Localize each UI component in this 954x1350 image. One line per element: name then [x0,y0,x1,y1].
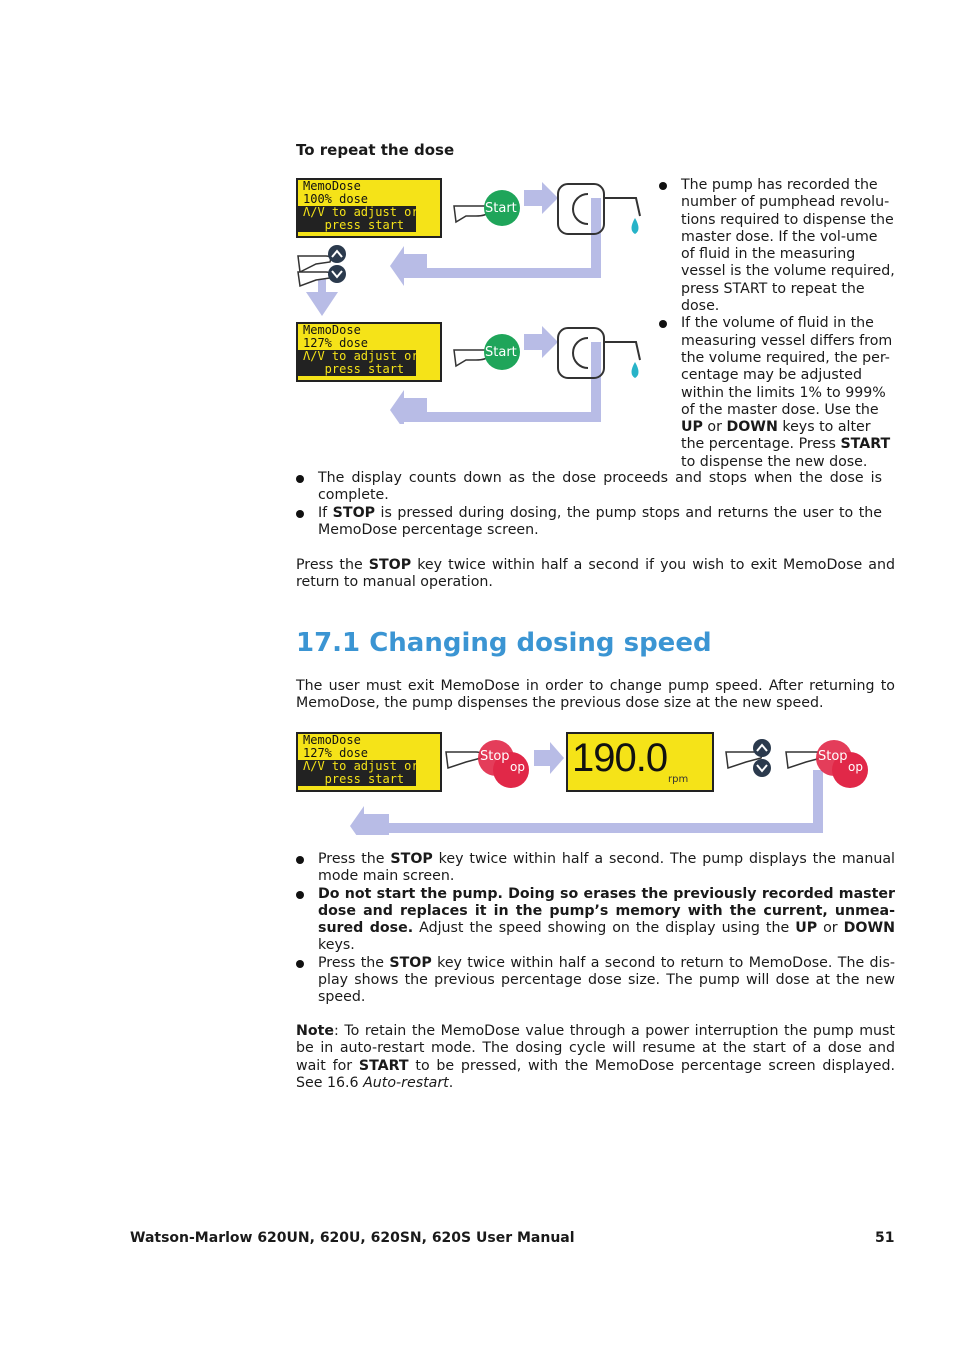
exit-paragraph: Press the STOP key twice within half a second if you wish to exit MemoDose and return to manual operation. [296,557,895,591]
list-item: The display counts down as the dose proceeds and stops when the dose is complete. [296,470,882,505]
stop-button-sub: op [848,760,863,774]
memodose-display-100: MemoDose 100% dose Λ/V to adjust or press start [296,178,442,238]
memodose-display-127: MemoDose 127% dose Λ/V to adjust or press start [296,322,442,382]
bullet-icon [296,475,304,483]
stop-button-sub: op [510,760,525,774]
subheading-repeat-dose: To repeat the dose [296,141,455,159]
side-bullet-list [659,177,895,471]
bullet-icon [659,182,667,190]
change-speed-diagram [296,730,871,835]
stop-button-label: Stop [818,749,848,764]
change-speed-paragraph: The user must exit MemoDose in order to change pump speed. After returning to MemoDose, the pump dispenses the previous dose size at the new speed. [296,678,895,712]
bullet-icon [296,960,304,968]
speed-unit: rpm [668,774,689,785]
memodose-display-127: MemoDose 127% dose Λ/V to adjust or press start [296,732,442,792]
start-button: Start [485,345,517,360]
section-heading: 17.1 Changing dosing speed [296,628,712,658]
list-item: The pump has recorded the number of pumphead revolu-tions required to dispense the master dose. If the vol-ume of fluid in the measuring vessel is the volume required, press START to repeat the dose. [659,177,895,315]
bullet-icon [296,891,304,899]
speed-display [566,732,714,792]
list-item: If the volume of fluid in the measuring vessel differs from the volume required, the per-centage may be adjusted within the limits 1% to 999% of the master dose. Use the UP or DOWN keys to alter the percentage. Press START to dispense the new dose. [659,315,895,471]
note-paragraph: Note: To retain the MemoDose value through a power interruption the pump must be in auto-restart mode. The dosing cycle will resume at the start of a dose and wait for START to be pressed, with the MemoDose percentage screen displayed. See 16.6 Auto-restart. [296,1023,895,1091]
list-item: Press the STOP key twice within half a second. The pump displays the manual mode main screen. [296,851,895,886]
dose-bullet-list [296,470,882,539]
stop-button-label: Stop [480,749,510,764]
speed-bullet-list [296,851,895,1007]
list-item: If STOP is pressed during dosing, the pump stops and returns the user to the MemoDose percentage screen. [296,505,882,540]
bullet-icon [659,320,667,328]
bullet-icon [296,510,304,518]
page-number: 51 [875,1230,895,1246]
bullet-icon [296,856,304,864]
list-item: Press the STOP key twice within half a second to return to MemoDose. The dis-play shows the previous percentage dose size. The pump will dose at the new speed. [296,955,895,1007]
footer-title: Watson-Marlow 620UN, 620U, 620SN, 620S User Manual [130,1230,575,1246]
memodose-repeat-diagram [296,176,646,424]
speed-value: 190.0 [572,736,668,780]
start-button: Start [485,201,517,216]
list-item: Do not start the pump. Doing so erases the previously recorded master dose and replaces it in the pump’s memory with the current, unmea-sured dose. Adjust the speed showing on the display using the UP or DOWN keys. [296,886,895,955]
